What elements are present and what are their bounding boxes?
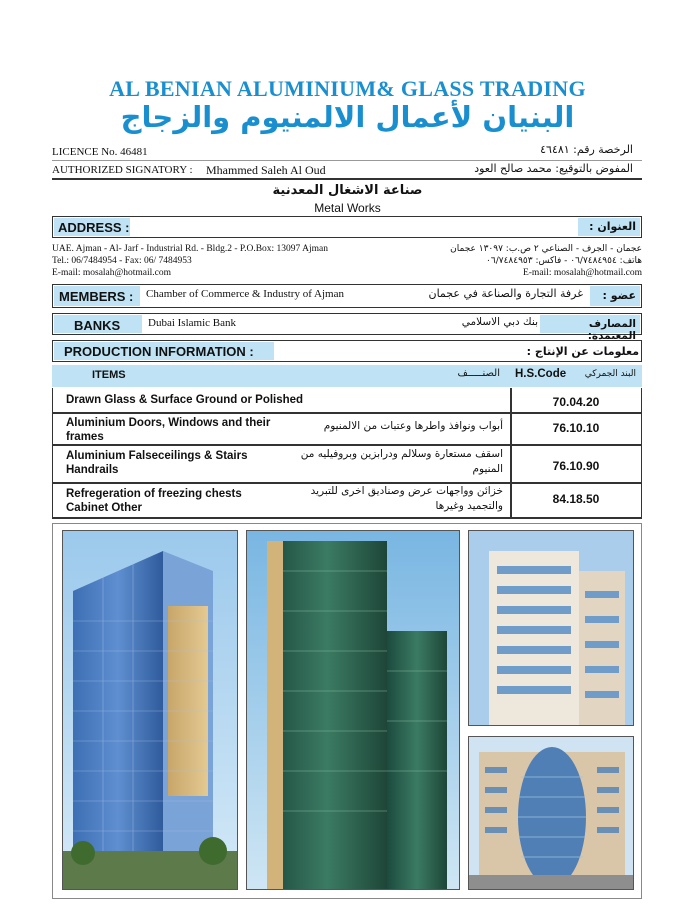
members-label: MEMBERS : (59, 289, 134, 304)
signatory-label: AUTHORIZED SIGNATORY : (52, 164, 193, 176)
banks-label: BANKS (74, 318, 121, 333)
divider (52, 160, 642, 161)
activity-english: Metal Works (314, 201, 381, 215)
building-photo-4 (468, 736, 634, 890)
table-row-1-item: Drawn Glass & Surface Ground or Polished (66, 394, 304, 406)
activity-arabic: صناعة الاشغال المعدنية (272, 183, 423, 198)
row-divider (52, 412, 642, 414)
production-label: PRODUCTION INFORMATION : (64, 344, 254, 359)
building-photo-2 (246, 530, 460, 890)
building-photo-1 (62, 530, 238, 890)
row-divider (52, 517, 642, 519)
members-value: Chamber of Commerce & Industry of Ajman (146, 288, 344, 300)
table-row-3-code: 76.10.90 (552, 459, 600, 473)
address-label: ADDRESS : (58, 220, 130, 235)
building-photo-3 (468, 530, 634, 726)
table-row-3-item: Aluminium Falseceilings & Stairs Handrails (66, 450, 248, 476)
table-row-2-item: Aluminium Doors, Windows and their frames (66, 417, 271, 443)
column-items-arabic: الصنـــــف (457, 368, 500, 379)
column-hs-code: H.S.Code (515, 368, 567, 380)
address-phone: Tel.: 06/7484954 - Fax: 06/ 7484953 (52, 256, 192, 266)
company-name-arabic: البنيان لأعمال الالمنيوم والزجاج (120, 100, 575, 134)
members-value-arabic: غرفة التجارة والصناعة في عجمان (428, 287, 583, 300)
table-row-4-item: Refregeration of freezing chests Cabinet Other (66, 488, 242, 514)
column-items: ITEMS (92, 369, 126, 381)
licence-number: LICENCE No. 46481 (52, 146, 148, 158)
production-label-arabic: معلومات عن الإنتاج : (526, 345, 639, 358)
table-row-4-code: 84.18.50 (552, 492, 600, 506)
address-line-1: UAE. Ajman - Al- Jarf - Industrial Rd. - Bldg.2 - P.O.Box: 13097 Ajman (52, 244, 329, 254)
banks-value-arabic: بنك دبي الاسلامي (461, 316, 538, 328)
column-hs-code-arabic: البند الجمركي (584, 369, 636, 379)
banks-value: Dubai Islamic Bank (148, 317, 236, 329)
row-divider (52, 444, 642, 446)
signatory-arabic: المفوض بالتوقيع: محمد صالح العود (474, 162, 633, 175)
address-line-1-arabic: عجمان - الجرف - الصناعي ٢ ص.ب: ١٣٠٩٧ عجمان (450, 244, 642, 254)
table-row-2-code: 76.10.10 (552, 421, 600, 435)
address-label-arabic: العنوان : (589, 220, 636, 233)
licence-number-arabic: الرخصة رقم: ٤٦٤٨١ (540, 143, 633, 156)
address-email-right: E-mail: mosalah@hotmail.com (522, 268, 642, 278)
divider (52, 178, 642, 180)
company-name-english: AL BENIAN ALUMINIUM& GLASS TRADING (109, 76, 586, 101)
address-email: E-mail: mosalah@hotmail.com (52, 268, 172, 278)
table-row-1-code: 70.04.20 (552, 395, 600, 409)
address-header-box (52, 216, 642, 238)
table-row-4-item-arabic: خزائن وواجهات عرض وصناديق اخرى للتبريد والتجميد وغيرها (310, 485, 503, 512)
table-row-2-item-arabic: أبواب ونوافذ واطرها وعتبات من الالمنيوم (323, 420, 503, 432)
banks-label-arabic: المصارف المعتمدة: (587, 318, 636, 342)
address-phone-arabic: هاتف: ٠٦/٧٤٨٤٩٥٤ - فاكس: ٠٦/٧٤٨٤٩٥٣ (486, 256, 642, 266)
signatory-name: Mhammed Saleh Al Oud (206, 163, 326, 177)
table-row-3-item-arabic: اسقف مستعارة وسلالم ودرابزين وبروفيليه من المنيوم (300, 448, 503, 475)
members-label-arabic: عضو : (602, 289, 636, 302)
